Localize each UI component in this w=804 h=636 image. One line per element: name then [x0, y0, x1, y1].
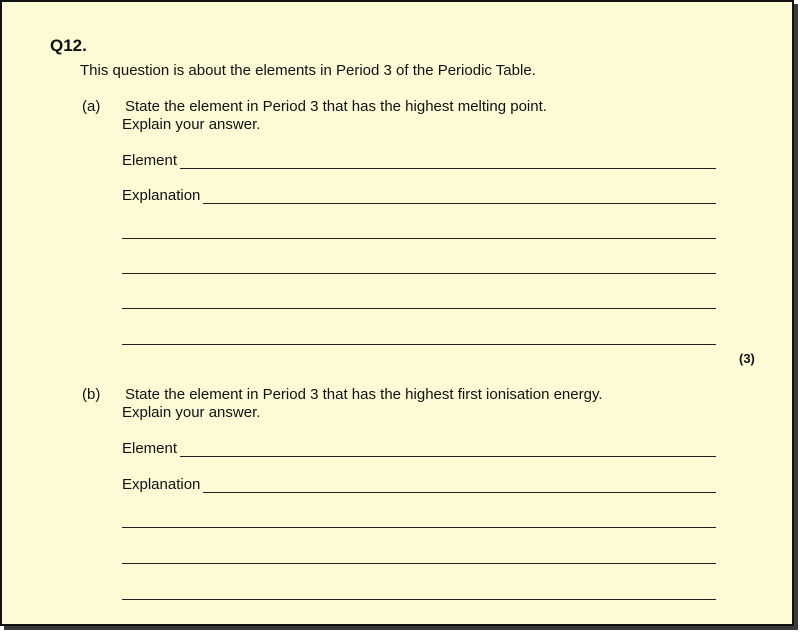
- part-b-prompt: [122, 386, 603, 422]
- part-a-explanation-field[interactable]: [122, 187, 716, 204]
- part-b-answer-line[interactable]: [122, 563, 716, 564]
- part-a-explanation-label: Explanation: [122, 187, 201, 204]
- part-b-explanation-answer-line[interactable]: [203, 478, 716, 493]
- part-b-label: (b): [82, 386, 101, 403]
- part-b-explanation-label: Explanation: [122, 476, 201, 493]
- part-b-explanation-field[interactable]: [122, 476, 716, 493]
- part-b-answer-line[interactable]: [122, 599, 716, 600]
- part-a-prompt: [122, 98, 547, 134]
- question-number: Q12.: [50, 36, 87, 55]
- part-b-element-field[interactable]: [122, 440, 716, 457]
- part-a-line1: State the element in Period 3 that has the highest melting point.: [125, 98, 547, 115]
- part-b-element-answer-line[interactable]: [180, 442, 716, 457]
- question-intro: This question is about the elements in Period 3 of the Periodic Table.: [80, 62, 536, 79]
- part-b-answer-line[interactable]: [122, 527, 716, 528]
- part-a-element-label: Element: [122, 152, 178, 169]
- part-a-label: (a): [82, 98, 101, 115]
- part-a-element-field[interactable]: [122, 152, 716, 169]
- part-a-answer-line[interactable]: [122, 238, 716, 239]
- part-a-answer-line[interactable]: [122, 273, 716, 274]
- part-a-answer-line[interactable]: [122, 308, 716, 309]
- part-a-explanation-answer-line[interactable]: [203, 189, 716, 204]
- part-b-line1: State the element in Period 3 that has the highest first ionisation energy.: [125, 386, 603, 403]
- part-a-line2: Explain your answer.: [122, 116, 261, 133]
- part-a-element-answer-line[interactable]: [180, 154, 716, 169]
- part-b-line2: Explain your answer.: [122, 404, 261, 421]
- part-a-marks: (3): [739, 351, 755, 366]
- part-b-element-label: Element: [122, 440, 178, 457]
- part-a-answer-line[interactable]: [122, 344, 716, 345]
